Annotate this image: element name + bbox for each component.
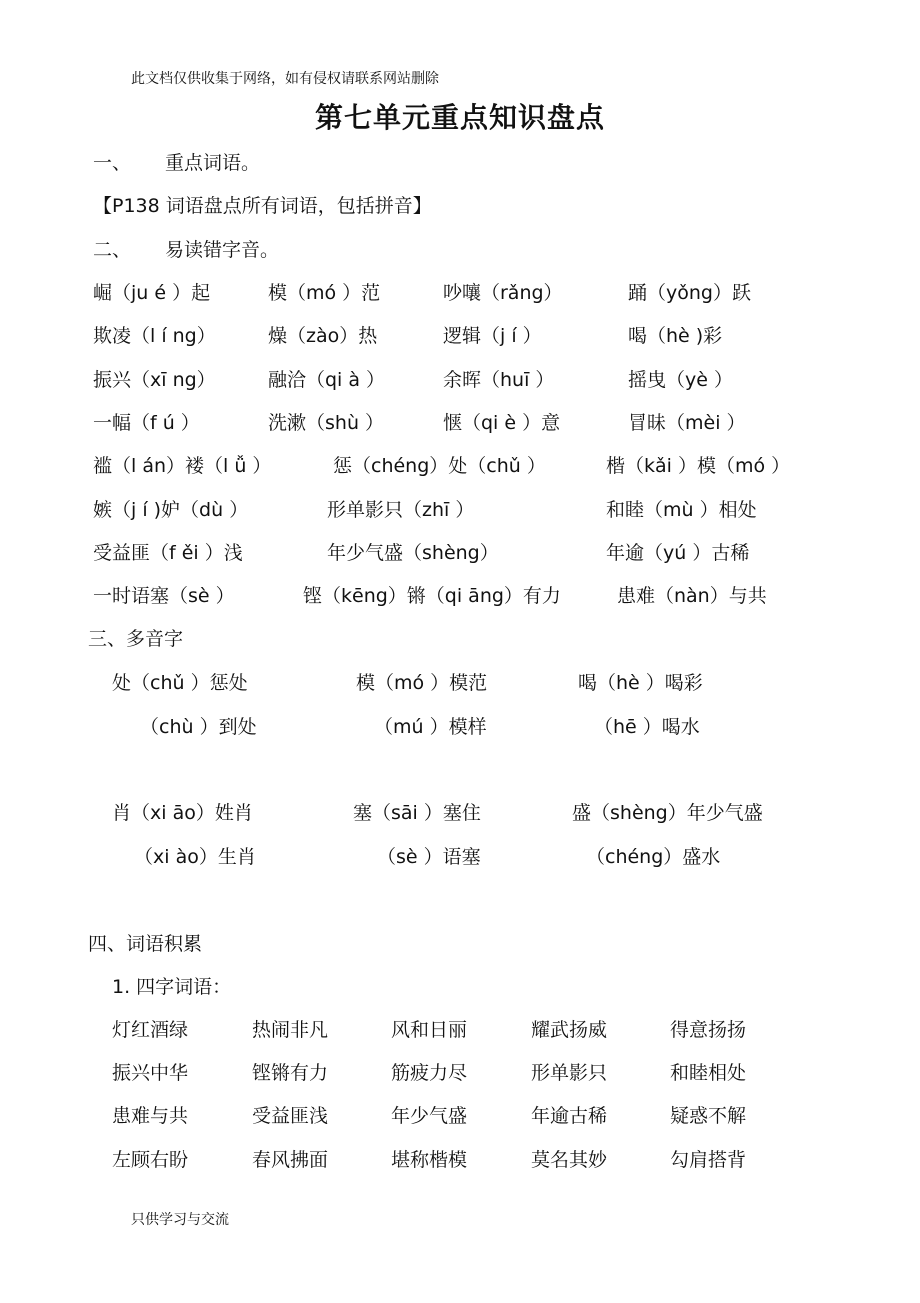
poly-xiao-reading-2: （xi ào）生肖	[134, 846, 256, 868]
pron-r1-c1: 燥（zào）热	[268, 325, 378, 347]
idiom-r1-c0: 振兴中华	[112, 1062, 189, 1084]
pron-r2-c2: 余晖（huī ）	[443, 369, 555, 391]
pron-r1-c3: 喝（hè )彩	[628, 325, 723, 347]
idiom-r0-c2: 风和日丽	[391, 1019, 468, 1041]
pron-r0-c0: 崛（ju é ）起	[93, 282, 211, 304]
section-3-heading: 三、多音字	[88, 628, 184, 650]
section-1-heading	[93, 148, 260, 175]
idiom-r3-c2: 堪称楷模	[391, 1149, 468, 1171]
idiom-r0-c0: 灯红酒绿	[112, 1019, 189, 1041]
pron-r2-c0: 振兴（xī ng）	[93, 369, 216, 391]
pron-r6-c2: 年逾（yú ）古稀	[606, 542, 750, 564]
poly-mo-reading-2: （mú ）模样	[374, 716, 487, 738]
section-2-heading	[93, 235, 279, 262]
pron-r3-c0: 一幅（f ú ）	[93, 412, 200, 434]
pron-r4-c1: 惩（chéng）处（chǔ ）	[333, 455, 546, 477]
pron-r0-c2: 吵嚷（rǎng）	[443, 282, 563, 304]
poly-he-reading-1: 喝（hè ）喝彩	[578, 672, 703, 694]
pron-r2-c3: 摇曳（yè ）	[628, 369, 733, 391]
pron-r1-c2: 逻辑（j í ）	[443, 325, 542, 347]
idiom-r2-c3: 年逾古稀	[531, 1105, 608, 1127]
p138-note: 【P138 词语盘点所有词语，包括拼音】	[93, 195, 432, 217]
idiom-r1-c2: 筋疲力尽	[391, 1062, 468, 1084]
idiom-r2-c4: 疑惑不解	[670, 1105, 747, 1127]
idiom-r1-c1: 铿锵有力	[252, 1062, 329, 1084]
pron-r5-c1: 形单影只（zhī ）	[327, 499, 475, 521]
idiom-r1-c3: 形单影只	[531, 1062, 608, 1084]
pron-r1-c0: 欺凌（l í ng）	[93, 325, 216, 347]
pron-r3-c2: 惬（qi è ）意	[443, 412, 561, 434]
section-1-number: 一、	[93, 152, 132, 174]
section-2-label: 易读错字音。	[165, 239, 280, 261]
idiom-r0-c4: 得意扬扬	[670, 1019, 747, 1041]
footer-note: 只供学习与交流	[131, 1212, 229, 1228]
page-title: 第七单元重点知识盘点	[314, 101, 605, 134]
poly-mo-reading-1: 模（mó ）模范	[356, 672, 488, 694]
idiom-r2-c0: 患难与共	[112, 1105, 189, 1127]
idiom-r1-c4: 和睦相处	[670, 1062, 747, 1084]
pron-r3-c1: 洗漱（shù ）	[268, 412, 385, 434]
poly-he-reading-2: （hē ）喝水	[594, 716, 700, 738]
pron-r4-c2: 楷（kǎi ）模（mó ）	[606, 455, 791, 477]
pron-r6-c1: 年少气盛（shèng）	[327, 542, 499, 564]
idiom-r0-c1: 热闹非凡	[252, 1019, 329, 1041]
pron-r5-c0: 嫉（j í )妒（dù ）	[93, 499, 249, 521]
pron-r4-c0: 褴（l án）褛（l ǚ ）	[93, 455, 272, 477]
section-2-number: 二、	[93, 239, 132, 261]
poly-chu-reading-1: 处（chǔ ）惩处	[112, 672, 248, 694]
poly-sai-reading-1: 塞（sāi ）塞住	[353, 802, 481, 824]
pron-r6-c0: 受益匪（f ěi ）浅	[93, 542, 243, 564]
idiom-r0-c3: 耀武扬威	[531, 1019, 608, 1041]
idiom-r3-c4: 勾肩搭背	[670, 1149, 747, 1171]
poly-chu-reading-2: （chù ）到处	[140, 716, 257, 738]
poly-sai-reading-2: （sè ）语塞	[377, 846, 481, 868]
pron-r5-c2: 和睦（mù ）相处	[606, 499, 757, 521]
subsection-four-char-words: 1. 四字词语：	[112, 976, 232, 998]
poly-xiao-reading-1: 肖（xi āo）姓肖	[112, 802, 253, 824]
section-4-heading: 四、词语积累	[88, 933, 203, 955]
idiom-r3-c3: 莫名其妙	[531, 1149, 608, 1171]
pron-r3-c3: 冒昧（mèi ）	[628, 412, 746, 434]
idiom-r2-c2: 年少气盛	[391, 1105, 468, 1127]
header-note: 此文档仅供收集于网络，如有侵权请联系网站删除	[131, 71, 439, 87]
section-1-label: 重点词语。	[165, 152, 261, 174]
pron-r7-c1: 铿（kēng）锵（qi āng）有力	[303, 585, 561, 607]
idiom-r3-c1: 春风拂面	[252, 1149, 329, 1171]
pron-r0-c3: 踊（yǒng）跃	[628, 282, 751, 304]
pron-r2-c1: 融洽（qi à ）	[268, 369, 386, 391]
idiom-r3-c0: 左顾右盼	[112, 1149, 189, 1171]
idiom-r2-c1: 受益匪浅	[252, 1105, 329, 1127]
poly-sheng-reading-1: 盛（shèng）年少气盛	[572, 802, 763, 824]
pron-r0-c1: 模（mó ）范	[268, 282, 381, 304]
poly-sheng-reading-2: （chéng）盛水	[586, 846, 721, 868]
pron-r7-c2: 患难（nàn）与共	[617, 585, 767, 607]
pron-r7-c0: 一时语塞（sè ）	[93, 585, 235, 607]
